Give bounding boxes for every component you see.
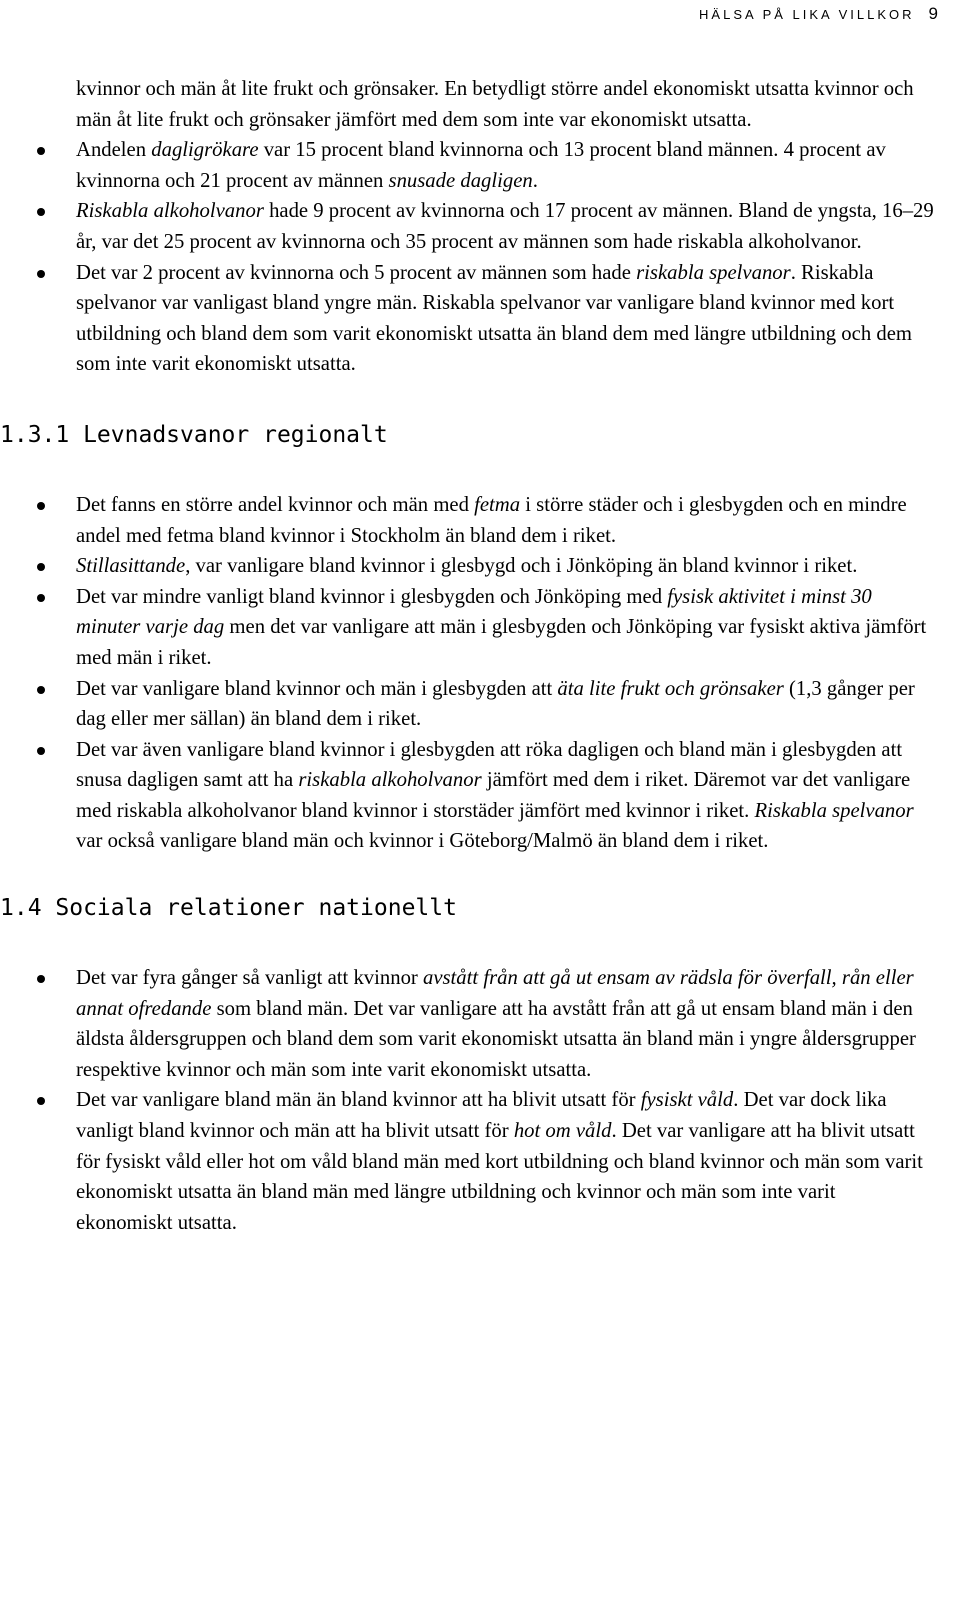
text-run: hade 9 procent av kvinnorna och 17 procent av männen. Bland de yngsta, 16–29 år, var det 25 procent av kvinnorna och 35 procent av männen som hade riskabla alkoholvanor. — [76, 200, 934, 253]
paragraph-text — [76, 494, 907, 547]
intro-bullet-list — [76, 74, 936, 380]
bullet-item — [76, 490, 936, 551]
emphasized-text: äta lite frukt och grönsaker — [557, 677, 784, 700]
bullet-item — [76, 196, 936, 257]
bullet-item — [76, 551, 936, 582]
emphasized-text: Riskabla alkoholvanor — [76, 200, 264, 223]
regional-bullet-list — [76, 490, 936, 857]
bullet-item-continued — [76, 74, 936, 135]
emphasized-text: riskabla spelvanor — [636, 261, 791, 284]
emphasized-text: Riskabla spelvanor — [754, 799, 914, 822]
text-run: Det var fyra gånger så vanligt att kvinnor — [76, 967, 423, 990]
text-run: Det fanns en större andel kvinnor och män med — [76, 493, 475, 516]
bullet-item — [76, 963, 936, 1085]
bullet-item — [76, 1085, 936, 1238]
text-run: men det var vanligare att män i glesbygden och Jönköping var fysiskt aktiva jämfört med män i riket. — [76, 616, 927, 669]
paragraph-text — [76, 200, 934, 253]
emphasized-text: avstått från att gå ut ensam av rädsla för överfall, rån eller annat ofredande — [76, 967, 914, 1020]
bullet-item — [76, 258, 936, 380]
section-heading-sociala-relationer: 1.4 Sociala relationer nationellt — [0, 895, 457, 922]
bullet-item — [76, 135, 936, 196]
text-run: (1,3 gånger per dag eller mer sällan) än bland dem i riket. — [76, 677, 915, 731]
paragraph-text — [76, 555, 857, 577]
bullet-item — [76, 674, 936, 735]
bullet-item — [76, 582, 936, 674]
paragraph-text — [76, 78, 914, 131]
emphasized-text: Stillasittande — [76, 555, 186, 578]
text-run: som bland män. Det var vanligare att ha avstått från att gå ut ensam bland män i den äldsta åldersgruppen och bland dem som varit ekonomiskt utsatta än bland män i yngre åldersgrupper respektive kvinnor och män som inte varit ekonomiskt utsatta. — [76, 997, 916, 1081]
paragraph-text — [76, 1089, 923, 1233]
text-run: . Riskabla spelvanor var vanligast bland yngre män. Riskabla spelvanor var vanligare bland kvinnor med kort utbildning och bland dem som varit ekonomiskt utsatta än bland dem med längre utbildning och dem som inte varit ekonomiskt utsatta. — [76, 261, 912, 376]
text-run: var 15 procent bland kvinnorna och 13 procent bland männen. 4 procent av kvinnorna och 21 procent av männen — [76, 139, 886, 192]
section-heading-levnadsvanor: 1.3.1 Levnadsvanor regionalt — [0, 421, 388, 448]
document-body — [0, 74, 936, 1238]
text-run: i större städer och i glesbygden och en mindre andel med fetma bland kvinnor i Stockholm än bland dem i riket. — [76, 493, 907, 547]
emphasized-text: fysiskt våld — [640, 1089, 734, 1112]
running-title: HÄLSA PÅ LIKA VILLKOR — [699, 7, 915, 22]
emphasized-text: dagligrökare — [151, 139, 259, 162]
bullet-item — [76, 735, 936, 857]
social-bullet-list — [76, 963, 936, 1238]
text-run: kvinnor och män åt lite frukt och grönsaker. En betydligt större andel ekonomiskt utsatta kvinnor och män åt lite frukt och grönsaker jämfört med dem som inte var ekonomiskt utsatta. — [76, 78, 914, 131]
text-run: Det var även vanligare bland kvinnor i glesbygden att röka dagligen och bland män i glesbygden att snusa dagligen samt att ha — [76, 738, 903, 792]
paragraph-text — [76, 586, 926, 669]
paragraph-text — [76, 739, 914, 853]
text-run: , var vanligare bland kvinnor i glesbygd och i Jönköping än bland kvinnor i riket. — [185, 555, 858, 578]
emphasized-text: riskabla alkoholvanor — [298, 769, 482, 792]
text-run: . — [532, 169, 538, 192]
text-run: . Det var dock lika vanligt bland kvinnor och män att ha blivit utsatt för — [76, 1089, 887, 1143]
emphasized-text: fetma — [474, 493, 521, 516]
text-run: var också vanligare bland män och kvinnor i Göteborg/Malmö än bland dem i riket. — [76, 830, 769, 853]
text-run: jämfört med dem i riket. Däremot var det vanligare med riskabla alkoholvanor bland kvinnor i storstäder jämfört med kvinnor i riket. — [76, 769, 911, 822]
emphasized-text: snusade dagligen — [388, 169, 533, 192]
emphasized-text: hot om våld — [513, 1120, 612, 1143]
emphasized-text: fysisk aktivitet i minst 30 minuter varje dag — [76, 585, 872, 639]
text-run: Det var 2 procent av kvinnorna och 5 procent av männen som hade — [76, 261, 637, 284]
text-run: Det var vanligare bland kvinnor och män i glesbygden att — [76, 677, 558, 700]
paragraph-text — [76, 139, 886, 192]
text-run: . Det var vanligare att ha blivit utsatt för fysiskt våld eller hot om våld bland män med kort utbildning och bland kvinnor och män som varit ekonomiskt utsatta än bland män med längre utbildning och kvinnor och män som inte varit ekonomiskt utsatta. — [76, 1120, 923, 1234]
paragraph-text — [76, 262, 912, 376]
text-run: Det var vanligare bland män än bland kvinnor att ha blivit utsatt för — [76, 1089, 641, 1112]
page-number: 9 — [928, 4, 938, 23]
paragraph-text — [76, 678, 915, 731]
paragraph-text — [76, 967, 916, 1081]
text-run: Det var mindre vanligt bland kvinnor i glesbygden och Jönköping med — [76, 585, 668, 608]
text-run: Andelen — [76, 139, 152, 162]
running-header — [699, 4, 938, 24]
